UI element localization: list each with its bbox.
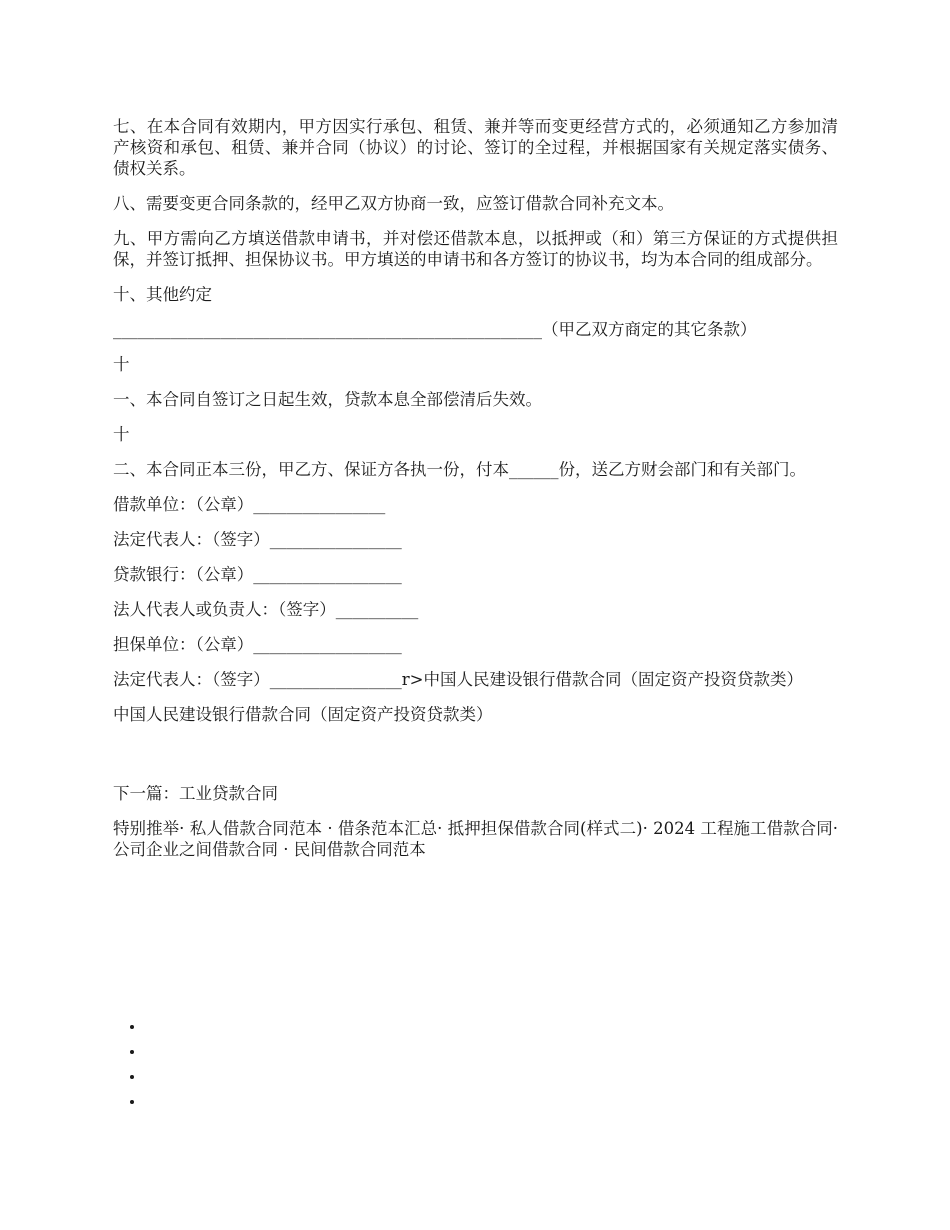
recommended-links[interactable]: 特别推举· 私人借款合同范本 · 借条范本汇总· 抵押担保借款合同(样式二)· 2024 工程施工借款合同· 公司企业之间借款合同 · 民间借款合同范本 (113, 819, 838, 859)
signature-bank-rep: 法人代表人或负责人：（签字）__________ (113, 600, 419, 619)
signature-guarantor-rep: 法定代表人：（签字）________________r>中国人民建设银行借款合同（固定资产投资贷款类） (113, 670, 803, 689)
clause-12-number: 十 (113, 425, 130, 444)
clause-10-heading: 十、其他约定 (113, 285, 212, 304)
signature-borrower-rep: 法定代表人：（签字）________________ (113, 530, 402, 549)
clause-11-number: 十 (113, 355, 130, 374)
list-item (130, 1042, 140, 1067)
clause-11-text: 一、本合同自签订之日起生效，贷款本息全部偿清后失效。 (113, 390, 542, 409)
list-item (130, 1092, 140, 1117)
list-item (130, 1067, 140, 1092)
document-title-repeat: 中国人民建设银行借款合同（固定资产投资贷款类） (113, 705, 493, 724)
signature-guarantor: 担保单位：（公章）__________________ (113, 635, 402, 654)
clause-7: 七、在本合同有效期内，甲方因实行承包、租赁、兼并等而变更经营方式的，必须通知乙方参加清产核资和承包、租赁、兼并合同（协议）的讨论、签订的全过程，并根据国家有关规定落实债务、债权关系。 (113, 117, 838, 178)
clause-9: 九、甲方需向乙方填送借款申请书，并对偿还借款本息，以抵押或（和）第三方保证的方式提供担保，并签订抵押、担保协议书。甲方填送的申请书和各方签订的协议书，均为本合同的组成部分。 (113, 229, 838, 269)
next-article-link[interactable]: 下一篇：工业贷款合同 (113, 784, 278, 803)
spacer (113, 739, 838, 783)
signature-borrower: 借款单位：（公章）________________ (113, 495, 386, 514)
document-body (113, 116, 838, 874)
bullet-list (130, 1017, 140, 1117)
list-item (130, 1017, 140, 1042)
clause-12-text: 二、本合同正本三份，甲乙方、保证方各执一份，付本______份，送乙方财会部门和有关部门。 (113, 460, 806, 479)
clause-10-blank: ____________________________________________________（甲乙双方商定的其它条款） (113, 320, 757, 339)
signature-bank: 贷款银行：（公章）__________________ (113, 565, 402, 584)
clause-8: 八、需要变更合同条款的，经甲乙双方协商一致，应签订借款合同补充文本。 (113, 194, 674, 213)
